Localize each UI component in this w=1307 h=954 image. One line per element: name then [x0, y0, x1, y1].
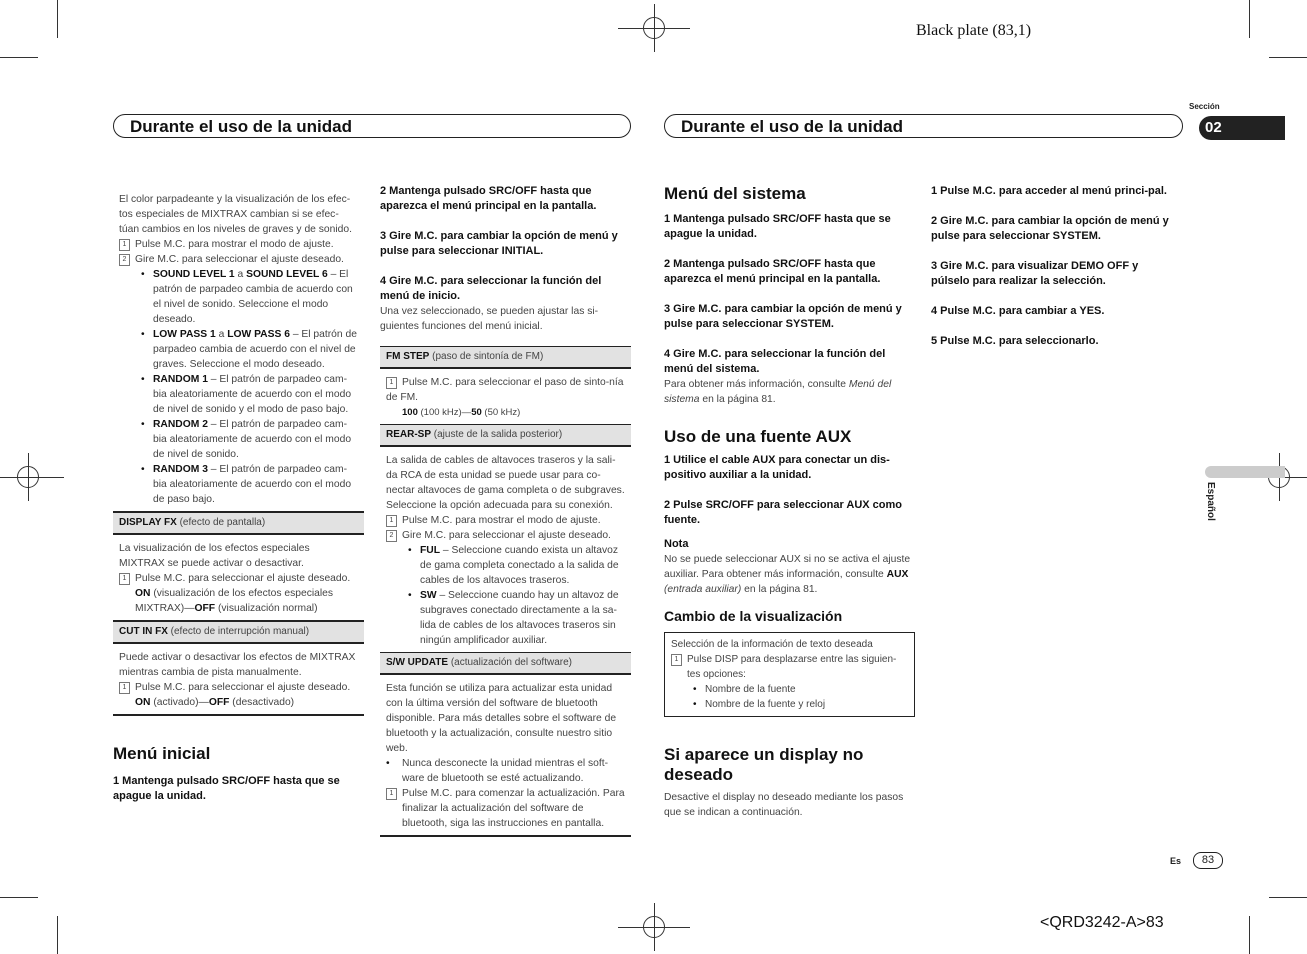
option-text: Nombre de la fuente y reloj — [705, 699, 826, 710]
mixtrax-intro: El color parpadeante y la visualización de los efec-tos especiales de MIXTRAX cambian si se efec-túan cambios en los niveles de graves y de sonido. — [119, 194, 352, 235]
aux-reference: AUX — [886, 569, 909, 580]
option-desc: – El patrón de parpadeo cam-bia aleatoriamente de acuerdo con el modo de nivel de sonido y el modo de paso bajo. — [153, 374, 352, 415]
body-text: No se puede seleccionar AUX si no se activa el ajuste auxiliar. Para obtener más información, consulte — [664, 554, 911, 580]
body-text: Para obtener más información, consulte — [664, 379, 849, 390]
option-100: 100 — [402, 407, 418, 418]
demo-step-5: 5 Pulse M.C. para seleccionarlo. — [931, 335, 1099, 347]
step-text: Pulse DISP para desplazarse entre las siguien-tes opciones: — [687, 654, 897, 680]
mixtrax-option — [119, 417, 358, 462]
bullet-icon: • — [386, 758, 390, 769]
nota-body — [664, 552, 915, 597]
mixtrax-bullets — [119, 267, 358, 507]
display-fx-body — [113, 535, 364, 622]
fm-step-subtitle: (paso de sintonía de FM) — [429, 351, 544, 362]
mixtrax-option — [119, 372, 358, 417]
cut-in-fx-description: Puede activar o desactivar los efectos de MIXTRAX mientras cambia de pista manualmente. — [119, 652, 356, 678]
mixtrax-option — [119, 327, 358, 372]
option-connector: a — [234, 269, 247, 280]
step-number-icon: 1 — [386, 788, 397, 800]
demo-step-1: 1 Pulse M.C. para acceder al menú princi-pal. — [931, 185, 1167, 197]
option-text: Nombre de la fuente — [705, 684, 796, 695]
bullet-icon: • — [408, 590, 412, 601]
option-name-end: SOUND LEVEL 6 — [246, 269, 328, 280]
rear-sp-header — [380, 424, 631, 447]
option-name: RANDOM 2 — [153, 419, 208, 430]
mixtrax-option — [119, 267, 358, 327]
cut-in-fx-header — [113, 622, 364, 644]
rear-sp-subtitle: (ajuste de la salida posterior) — [431, 429, 563, 440]
cut-in-fx-options — [119, 695, 358, 710]
fm-step-header — [380, 346, 631, 369]
cross-reference: Menú del sistema — [664, 379, 892, 405]
header-right-title: Durante el uso de la unidad — [681, 117, 903, 136]
fm-step-options — [386, 405, 625, 420]
option-off-desc: (visualización normal) — [215, 603, 318, 614]
crop-mark — [1249, 0, 1250, 38]
crop-mark — [0, 897, 38, 898]
display-fx-description: La visualización de los efectos especiales MIXTRAX se puede activar o desactivar. — [119, 543, 310, 569]
rear-sp-step-1 — [386, 513, 625, 528]
option-on-desc: (visualización de los efectos especiales MIXTRAX)— — [135, 588, 334, 614]
header-left-title: Durante el uso de la unidad — [130, 117, 352, 136]
aux-step-1: 1 Utilice el cable AUX para conectar un dis-positivo auxiliar a la unidad. — [664, 454, 890, 481]
display-fx-header — [113, 513, 364, 535]
sw-update-subtitle: (actualización del software) — [448, 657, 572, 668]
option-desc: – El patrón de parpadeo cam-bia aleatoriamente de acuerdo con el modo de paso bajo. — [153, 464, 352, 505]
step-text: Pulse M.C. para comenzar la actualización. Para finalizar la actualización del software de bluetooth, siga las instrucciones en pantalla. — [402, 788, 625, 829]
cambio-heading: Cambio de la visualización — [664, 608, 843, 624]
mixtrax-step-2 — [119, 252, 358, 267]
language-label: Español — [1205, 482, 1216, 521]
sw-update-bullet — [386, 756, 625, 786]
cut-in-fx-title: CUT IN FX — [119, 626, 168, 637]
option-desc: – El patrón de parpadeo cambia de acuerdo con el nivel de graves. Seleccione el modo deseado. — [153, 329, 357, 370]
mixtrax-step-1 — [119, 237, 358, 252]
sw-update-header — [380, 652, 631, 675]
crop-mark — [57, 916, 58, 954]
display-fx-step — [119, 571, 358, 586]
cut-in-fx-step — [119, 680, 358, 695]
demo-step-3: 3 Gire M.C. para visualizar DEMO OFF y púlselo para realizar la selección. — [931, 260, 1139, 287]
registration-mark-top — [643, 17, 665, 39]
cambio-option-2 — [671, 697, 908, 712]
bullet-icon: • — [408, 545, 412, 556]
aux-heading: Uso de una fuente AUX — [664, 427, 852, 446]
sw-update-description: Esta función se utiliza para actualizar esta unidad con la última versión del software de bluetooth disponible. Para más detalles sobre el software de bluetooth y la actualización, consulte nuestro sitio web. — [386, 683, 617, 754]
step-number-icon: 2 — [119, 254, 130, 266]
rear-sp-bullet-sw — [386, 588, 625, 648]
section-label: Sección — [1189, 102, 1220, 111]
section-tab — [1199, 116, 1285, 140]
menu-sistema-heading: Menú del sistema — [664, 184, 806, 203]
system-step-3: 3 Gire M.C. para cambiar la opción de menú y pulse para seleccionar SYSTEM. — [664, 303, 902, 330]
step-number-icon: 1 — [386, 515, 397, 527]
section-header-right — [664, 114, 1183, 138]
cambio-step — [671, 652, 908, 682]
fm-step-body — [380, 369, 631, 424]
crop-mark — [57, 0, 58, 38]
system-step-2: 2 Mantenga pulsado SRC/OFF hasta que aparezca el menú principal en la pantalla. — [664, 258, 881, 285]
option-desc: – El patrón de parpadeo cam-bia aleatoriamente de acuerdo con el modo de nivel de sonido. — [153, 419, 352, 460]
option-name: SOUND LEVEL 1 — [153, 269, 235, 280]
bullet-icon: • — [141, 419, 145, 430]
section-number: 02 — [1205, 119, 1222, 136]
display-no-deseado-heading: Si aparece un display no deseado — [664, 745, 864, 784]
rear-sp-bullet-ful — [386, 543, 625, 588]
footer-code: <QRD3242-A>83 — [1040, 914, 1164, 931]
section-header-left — [113, 114, 631, 138]
step-number-icon: 1 — [119, 573, 130, 585]
cut-in-fx-body — [113, 644, 364, 716]
display-fx-options — [119, 586, 358, 616]
page-lang: Es — [1170, 856, 1182, 866]
plate-label: Black plate (83,1) — [916, 22, 1032, 39]
bullet-icon: • — [141, 464, 145, 475]
option-off: OFF — [208, 697, 230, 708]
page-number: 83 — [1193, 852, 1223, 869]
step-text: Gire M.C. para seleccionar el ajuste deseado. — [135, 254, 344, 265]
aux-reference-desc: (entrada auxiliar) — [664, 584, 742, 595]
option-on: ON — [135, 588, 151, 599]
step-text: Gire M.C. para seleccionar el ajuste deseado. — [402, 530, 611, 541]
step-number-icon: 2 — [386, 530, 397, 542]
column-4 — [931, 184, 1171, 349]
step-number-icon: 1 — [671, 654, 682, 666]
option-connector: a — [215, 329, 228, 340]
fm-step-title: FM STEP — [386, 351, 430, 362]
display-fx-title: DISPLAY FX — [119, 517, 177, 528]
rear-sp-title: REAR-SP — [386, 429, 432, 440]
system-step-4: 4 Gire M.C. para seleccionar la función del menú del sistema. — [664, 348, 886, 375]
option-on-desc: (activado)— — [150, 697, 209, 708]
step-number-icon: 1 — [386, 377, 397, 389]
mixtrax-option — [119, 462, 358, 507]
step-number-icon: 1 — [119, 239, 130, 251]
option-off: OFF — [194, 603, 216, 614]
bullet-text: Nunca desconecte la unidad mientras el soft-ware de bluetooth se esté actualizando. — [402, 758, 609, 784]
option-name: RANDOM 3 — [153, 464, 208, 475]
step-text: Pulse M.C. para seleccionar el paso de sinto-nía de FM. — [386, 377, 624, 403]
menu-inicial-step-1: 1 Mantenga pulsado SRC/OFF hasta que se apague la unidad. — [113, 775, 340, 802]
option-ful: FUL — [420, 545, 441, 556]
option-name: RANDOM 1 — [153, 374, 208, 385]
rear-sp-step-2 — [386, 528, 625, 543]
step-text: Pulse M.C. para mostrar el modo de ajuste. — [402, 515, 601, 526]
display-fx-subtitle: (efecto de pantalla) — [176, 517, 266, 528]
sw-update-title: S/W UPDATE — [386, 657, 449, 668]
rear-sp-body — [380, 447, 631, 652]
initial-step-2: 2 Mantenga pulsado SRC/OFF hasta que aparezca el menú principal en la pantalla. — [380, 185, 597, 212]
option-name: LOW PASS 1 — [153, 329, 216, 340]
column-1 — [113, 192, 364, 804]
option-off-desc: (desactivado) — [229, 697, 295, 708]
rear-sp-description: La salida de cables de altavoces traseros y la sali-da RCA de esta unidad se puede usar para co-nectar altavoces de gama completa o de subgraves. Seleccione la opción adecuada para su conexión. — [386, 455, 625, 511]
registration-mark-bottom — [643, 916, 665, 938]
system-step-4-body — [664, 377, 915, 407]
bullet-icon: • — [693, 699, 697, 710]
body-text: en la página 81. — [741, 584, 818, 595]
bullet-icon: • — [141, 374, 145, 385]
step-text: Pulse M.C. para mostrar el modo de ajuste. — [135, 239, 334, 250]
step-text: Pulse M.C. para seleccionar el ajuste deseado. — [135, 573, 351, 584]
crop-mark — [1269, 897, 1307, 898]
option-ful-desc: – Seleccione cuando exista un altavoz de gama completa conectado a la salida de cables de los altavoces traseros. — [420, 545, 619, 586]
mixtrax-section — [113, 192, 364, 513]
initial-step-4: 4 Gire M.C. para seleccionar la función del menú de inicio. — [380, 275, 602, 302]
menu-inicial-heading: Menú inicial — [113, 744, 211, 763]
column-2 — [380, 184, 631, 837]
option-on: ON — [135, 697, 151, 708]
bullet-icon: • — [693, 684, 697, 695]
step-number-icon: 1 — [119, 682, 130, 694]
fm-step-step — [386, 375, 625, 405]
initial-step-4-body: Una vez seleccionado, se pueden ajustar las si-guientes funciones del menú inicial. — [380, 306, 599, 332]
option-sw: SW — [420, 590, 437, 601]
demo-step-2: 2 Gire M.C. para cambiar la opción de menú y pulse para seleccionar SYSTEM. — [931, 215, 1169, 242]
bullet-icon: • — [141, 269, 145, 280]
column-3 — [664, 184, 915, 820]
demo-step-4: 4 Pulse M.C. para cambiar a YES. — [931, 305, 1105, 317]
sw-update-body — [380, 675, 631, 837]
option-100-unit: (100 kHz)— — [417, 407, 472, 418]
crop-mark — [0, 57, 38, 58]
system-step-1: 1 Mantenga pulsado SRC/OFF hasta que se apague la unidad. — [664, 213, 891, 240]
crop-mark — [1269, 57, 1307, 58]
nota-label: Nota — [664, 538, 689, 550]
option-desc: – El patrón de parpadeo cambia de acuerdo con el nivel de sonido. Seleccione el modo deseado. — [153, 269, 353, 325]
option-name-end: LOW PASS 6 — [227, 329, 290, 340]
sw-update-step — [386, 786, 625, 831]
cut-in-fx-subtitle: (efecto de interrupción manual) — [167, 626, 310, 637]
cambio-box-title: Selección de la información de texto deseada — [671, 639, 873, 650]
step-text: Pulse M.C. para seleccionar el ajuste deseado. — [135, 682, 351, 693]
registration-mark-left — [17, 466, 39, 488]
display-no-deseado-body: Desactive el display no deseado mediante los pasos que se indican a continuación. — [664, 792, 904, 818]
crop-mark — [1249, 916, 1250, 954]
option-sw-desc: – Seleccione cuando hay un altavoz de subgraves conectado directamente a la sa-lida de cables de los altavoces traseros sin ningún amplificador auxiliar. — [420, 590, 619, 646]
cambio-option-1 — [671, 682, 908, 697]
option-50: 50 — [471, 407, 482, 418]
aux-step-2: 2 Pulse SRC/OFF para seleccionar AUX como fuente. — [664, 499, 903, 526]
option-50-unit: (50 kHz) — [481, 407, 521, 418]
language-tab — [1205, 466, 1285, 478]
bullet-icon: • — [141, 329, 145, 340]
initial-step-3: 3 Gire M.C. para cambiar la opción de menú y pulse para seleccionar INITIAL. — [380, 230, 618, 257]
body-text: en la página 81. — [699, 394, 776, 405]
cambio-box — [664, 632, 915, 717]
